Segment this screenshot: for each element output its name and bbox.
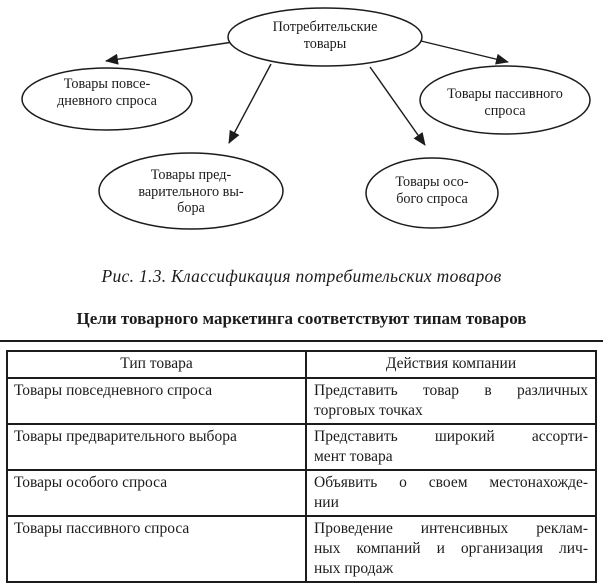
node-consumer-goods-label-line1: Потребительские — [272, 19, 378, 35]
node-special-goods-label-line2: бого спроса — [396, 191, 468, 207]
cell-type-special: Товары особого спроса — [7, 470, 306, 516]
node-preselect-goods-label-line3: бора — [177, 200, 205, 216]
action-line: Проведение интенсивных реклам- — [314, 520, 588, 537]
node-passive-goods-label-line1: Товары пассивного — [447, 86, 563, 102]
column-header-action: Действия компании — [306, 351, 596, 378]
cell-type-everyday: Товары повседневного спроса — [7, 378, 306, 424]
action-line: ных продаж — [314, 560, 394, 577]
table-row — [7, 378, 596, 424]
arrow-consumer-to-passive — [421, 41, 508, 62]
horizontal-rule — [0, 340, 603, 342]
arrow-consumer-to-everyday — [106, 42, 233, 61]
action-line: мент товара — [314, 448, 393, 465]
action-line: ных компаний и организация лич- — [314, 540, 588, 557]
node-preselect-goods-label-line1: Товары пред- — [150, 167, 232, 183]
action-line: нии — [314, 494, 339, 511]
table-header-row — [7, 351, 596, 378]
node-special-goods-label-line1: Товары осо- — [395, 174, 469, 190]
arrow-consumer-to-preselect — [229, 64, 271, 143]
column-header-type: Тип товара — [7, 351, 306, 378]
node-passive-goods-label-line2: спроса — [484, 103, 526, 119]
action-line: торговых точках — [314, 402, 423, 419]
cell-type-passive: Товары пассивного спроса — [7, 516, 306, 582]
node-consumer-goods-label-line2: товары — [303, 36, 347, 52]
section-heading: Цели товарного маркетинга соответствуют типам товаров — [76, 309, 527, 328]
cell-type-preselect: Товары предварительного выбора — [7, 424, 306, 470]
cell-action-everyday — [306, 378, 596, 424]
goods-table-wrap — [6, 350, 597, 583]
cell-action-passive — [306, 516, 596, 582]
figure-caption: Рис. 1.3. Классификация потребительских товаров — [101, 266, 502, 286]
node-preselect-goods-label-line2: варительного вы- — [138, 184, 244, 200]
table-row — [7, 424, 596, 470]
action-line: Представить товар в различных — [314, 382, 588, 399]
goods-table — [6, 350, 597, 583]
action-line: Представить широкий ассорти- — [314, 428, 588, 445]
action-line: Объявить о своем местонахожде- — [314, 474, 588, 491]
node-everyday-goods-label-line2: дневного спроса — [57, 93, 157, 109]
table-row — [7, 470, 596, 516]
node-everyday-goods-label-line1: Товары повсе- — [63, 76, 151, 92]
cell-action-preselect — [306, 424, 596, 470]
table-row — [7, 516, 596, 582]
classification-diagram — [0, 0, 603, 258]
arrow-consumer-to-special — [370, 67, 425, 145]
cell-action-special — [306, 470, 596, 516]
